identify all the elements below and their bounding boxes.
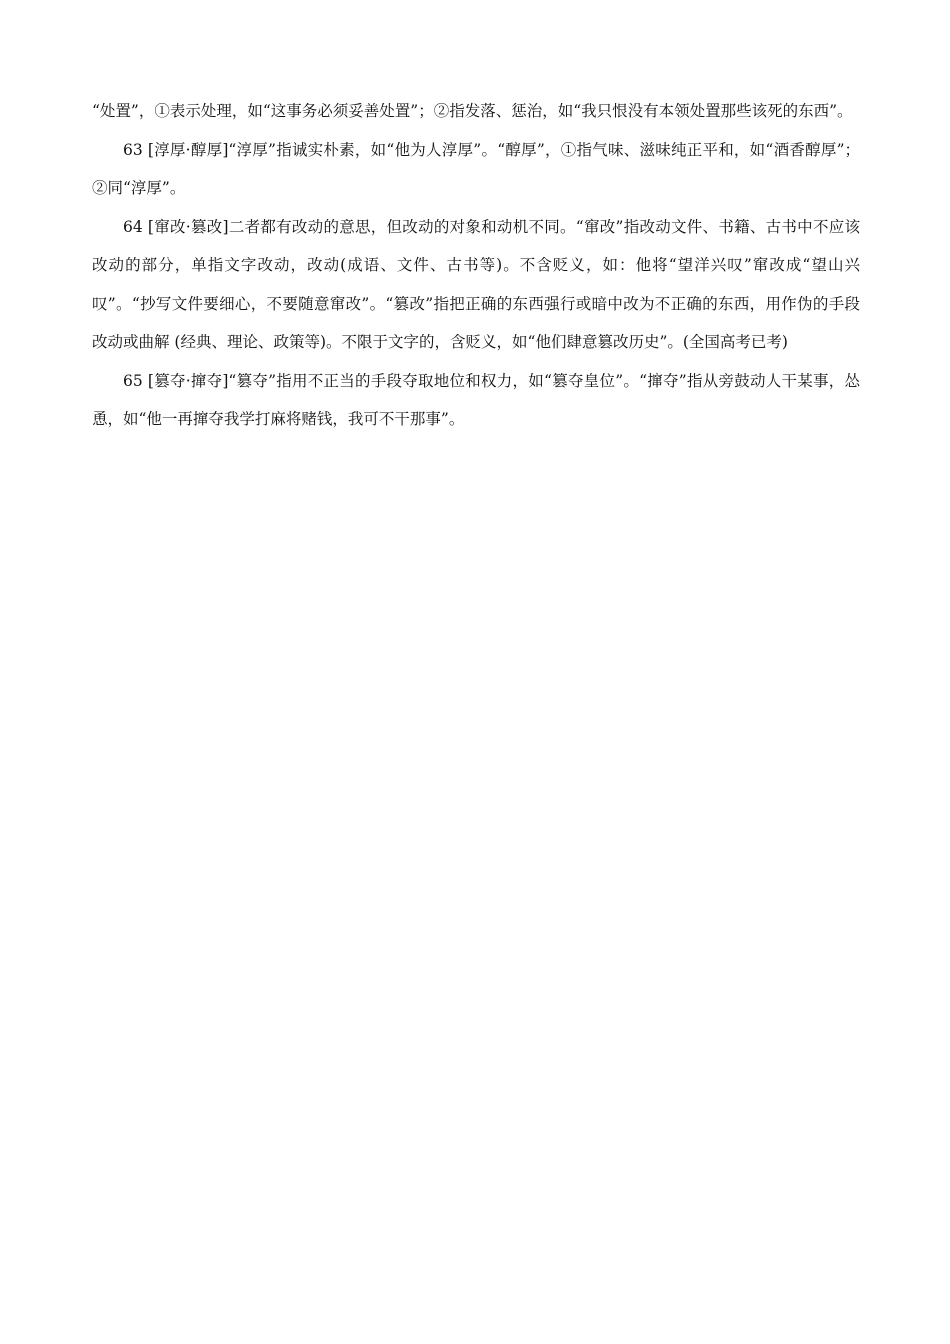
paragraph-entry-64: 64 [窜改·篡改]二者都有改动的意思，但改动的对象和动机不同。“窜改”指改动文件、书籍、古书中不应该改动的部分，单指文字改动，改动(成语、文件、古书等)。不含贬义，如：他将“望洋兴叹”窜改成“望山兴叹”。“抄写文件要细心，不要随意窜改”。“篡改”指把正确的东西强行或暗中改为不正确的东西，用作伪的手段改动或曲解 (经典、理论、政策等)。不限于文字的，含贬义，如“他们肆意篡改历史”。(全国高考已考) <box>92 217 860 351</box>
paragraph-entry-65: 65 [篡夺·撺夺]“篡夺”指用不正当的手段夺取地位和权力，如“篡夺皇位”。“撺夺”指从旁鼓动人干某事，怂恿，如“他一再撺夺我学打麻将赌钱，我可不干那事”。 <box>92 371 860 428</box>
paragraph-entry-63: 63 [淳厚·醇厚]“淳厚”指诚实朴素，如“他为人淳厚”。“醇厚”，①指气味、滋味纯正平和，如“酒香醇厚”；②同“淳厚”。 <box>92 140 860 197</box>
paragraph-chuzhi: “处置”，①表示处理，如“这事务必须妥善处置”；②指发落、惩治，如“我只恨没有本领处置那些该死的东西”。 <box>92 102 853 120</box>
document-page <box>92 92 860 439</box>
